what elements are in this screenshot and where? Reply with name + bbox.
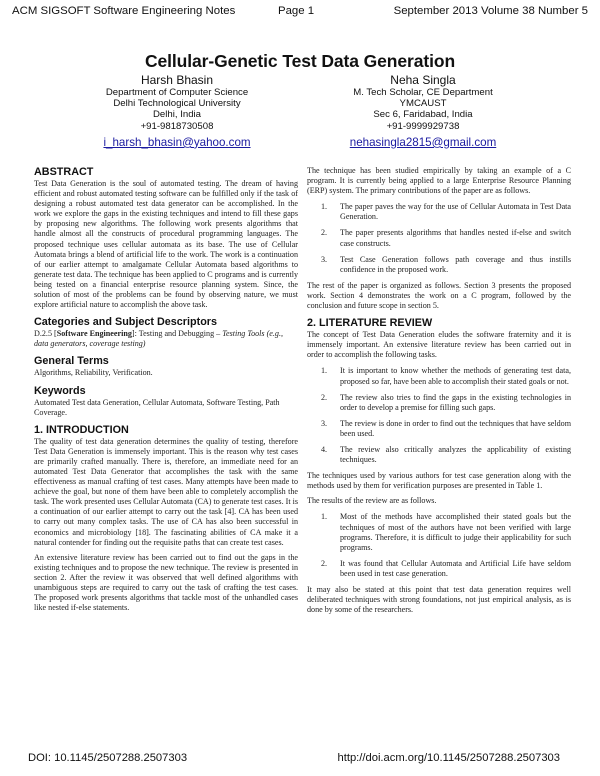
literature-review-heading: 2. LITERATURE REVIEW (307, 317, 433, 330)
author-email-link[interactable]: nehasingla2815@gmail.com (349, 135, 497, 149)
paragraph: It may also be stated at this point that test data generation requires well deliberated techniques with strong foundations, not just empirical analysis, as is done by some of the researchers. (307, 585, 571, 615)
paragraph: The rest of the paper is organized as follows. Section 3 presents the proposed work. Section 4 demonstrates the work on a C program, followed by the conclusion and future scope in section 5. (307, 280, 571, 311)
doi-link[interactable]: http://doi.acm.org/10.1145/2507288.2507303 (337, 752, 560, 764)
left-column (34, 166, 298, 613)
paper-title: Cellular-Genetic Test Data Generation (144, 51, 456, 71)
paragraph: The results of the review are as follows. (307, 496, 437, 506)
author-affiliation-line: Department of Computer Science (105, 87, 249, 98)
abstract-heading: ABSTRACT (34, 166, 94, 178)
list-item: 2. The review also tries to find the gaps in the existing technologies in order to develop a premise for filling such gaps. (321, 392, 571, 412)
list-item: 3. Test Case Generation follows path coverage and thus instills confidence in the proposed work. (321, 254, 571, 274)
author-affiliation-line: Delhi Technological University (113, 98, 241, 110)
list-item: 1. Most of the methods have accomplished their stated goals but the techniques of most of the authors have not been verified with large programs. Therefore, it is difficult to judge their applicability for such programs. (321, 512, 571, 552)
journal-name: ACM SIGSOFT Software Engineering Notes (12, 5, 236, 17)
doi-text: DOI: 10.1145/2507288.2507303 (28, 752, 188, 764)
author-phone: +91-9999929738 (386, 120, 460, 132)
categories-heading: Categories and Subject Descriptors (34, 316, 217, 329)
paragraph: An extensive literature review has been carried out to find out the gaps in the existing techniques and to propose the new technique. The review is presented in section 2. After the review it was observed that well defined algorithms with unambiguous steps are required to carry out the task of crafting the test cases. The proposed work presents algorithms that tackle most of the unhandled cases like nested if-else statements. (34, 552, 298, 613)
list-item: 2. It was found that Cellular Automata and Artificial Life have seldom been used in test case generation. (321, 558, 571, 578)
page-footer (28, 752, 560, 768)
abstract-text: Test Data Generation is the soul of automated testing. The dream of having efficient and robust automated testing software can be fulfilled only if the task of designing a robust automated test data generator can be accomplished. In the work we explore the gaps in the existing techniques and intend to fill these gaps by proposing new algorithms. The following work presents algorithms that handle almost all the constructs of procedural programming languages. The proposed technique uses cellular automata as its base. The use of Cellular Automata brings a blend of artificial life to the work. The work is a continuation of our earlier attempt to amalgamate Cellular Automata based algorithms to generate test data. The technique has been applied to C programs and is currently being tested on a financial enterprise resource planning system. Since, the solution of most of the problems can be found by observing nature, we must explore artificial nature to accomplish the above task. (34, 179, 298, 310)
paragraph: The concept of Test Data Generation eludes the software fraternity and it is immensely important. An extensive literature review has been carried out in order to accomplish the following tasks. (307, 330, 571, 360)
keywords-text: Automated Test data Generation, Cellular Automata, Software Testing, Path Coverage. (34, 397, 280, 417)
author-affiliation-line: M. Tech Scholar, CE Department (353, 87, 493, 98)
author-name: Harsh Bhasin (140, 73, 214, 87)
paragraph: The technique has been studied empirically by taking an example of a C program. It is currently being applied to a large Enterprise Resource Planning (ERP) system. The primary contributions of the paper are as follows. (307, 166, 571, 196)
author-block-1 (57, 73, 297, 150)
author-phone: +91-9818730508 (140, 120, 214, 132)
list-item: 3. The review is done in order to find out the techniques that have seldom been used. (321, 418, 571, 438)
author-affiliation-line: YMCAUST (399, 98, 447, 110)
author-name: Neha Singla (390, 73, 456, 87)
introduction-heading: 1. INTRODUCTION (34, 423, 129, 436)
paragraph: The techniques used by various authors for test case generation along with the methods used by them for verification purposes are presented in Table 1. (307, 471, 571, 491)
results-list (307, 512, 571, 579)
categories-text: D.2.5 [Software Engineering]: Testing and Debugging – Testing Tools (e.g., data generators, coverage testing) (34, 329, 284, 349)
keywords-heading: Keywords (34, 384, 86, 397)
author-affiliation-line: Delhi, India (153, 109, 201, 121)
list-item: 2. The paper presents algorithms that handles nested if-else and switch case constructs. (321, 228, 571, 248)
issue-info: September 2013 Volume 38 Number 5 (393, 5, 588, 17)
page-number: Page 1 (278, 5, 315, 17)
right-column (307, 166, 571, 615)
general-terms-heading: General Terms (34, 355, 109, 368)
paragraph: The quality of test data generation determines the quality of testing, therefore Test Data Generation is immensely important. This is the reason why test cases are primarily crafted manually. There is, therefore, an immediate need for an automated Test Data Generator that accomplishes the task with the same effectiveness as manual crafting of test cases. Many attempts have been made to achieve the goal, but none of them have been able to completely accomplish the task. The work presented uses Cellular Automata (CA) to generate test cases. It is a continuation of our earlier attempt to carry out the task [4]. CA has been used to carry out many complex tasks. The use of CA has also been successful in economics and microbiology [18]. The fascinating abilities of CA make it a natural contender for finding out the requisite paths that can create test cases. (34, 436, 298, 547)
running-header (12, 5, 588, 23)
list-item: 1. It is important to know whether the methods of generating test data, proposed so far, have been able to accomplish their stated goals or not. (321, 366, 571, 386)
author-block-2 (303, 73, 543, 150)
author-email-link[interactable]: i_harsh_bhasin@yahoo.com (103, 135, 251, 149)
list-item: 1. The paper paves the way for the use of Cellular Automata in Test Data Generation. (321, 202, 571, 222)
general-terms-text: Algorithms, Reliability, Verification. (34, 368, 153, 378)
list-item: 4. The review also critically analyzes the applicability of existing techniques. (321, 444, 571, 465)
contributions-list (307, 202, 571, 275)
author-affiliation-line: Sec 6, Faridabad, India (373, 109, 473, 121)
tasks-list (307, 366, 571, 465)
